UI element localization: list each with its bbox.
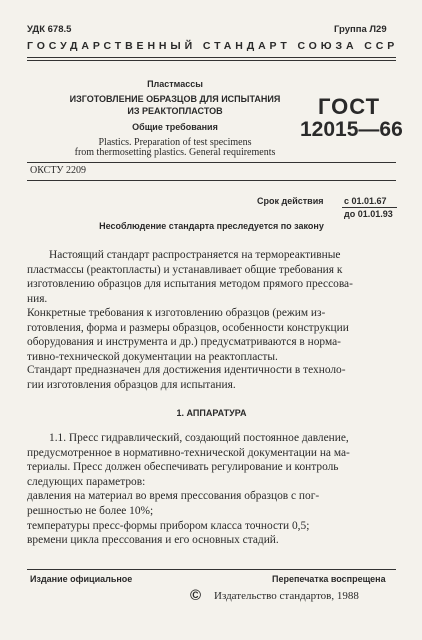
edition-official: Издание официальное	[30, 574, 133, 584]
standard-title-line-1: ИЗГОТОВЛЕНИЕ ОБРАЗЦОВ ДЛЯ ИСПЫТАНИЯ	[69, 94, 281, 104]
paragraph-line: тивно-технической документации на реактопласты.	[27, 350, 278, 363]
paragraph-line: ния.	[27, 292, 48, 305]
validity-label: Срок действия	[257, 196, 324, 206]
udk-code: УДК 678.5	[27, 24, 72, 35]
paragraph-line: решностью не более 10%;	[27, 504, 154, 517]
section-heading-apparatus: 1. АППАРАТУРА	[176, 408, 247, 418]
footer-rule	[27, 569, 396, 570]
paragraph-line: пластмассы (реактопласты) и устанавливает общие требования к	[27, 263, 343, 276]
paragraph-line: гии изготовления образцов для испытания.	[27, 378, 236, 391]
paragraph-purpose	[27, 363, 396, 392]
paragraph-line: Настоящий стандарт распространяется на термореактивные	[49, 249, 341, 261]
paragraph-line: териалы. Пресс должен обеспечивать регулирование и контроль	[27, 461, 339, 474]
paragraph-line: 1.1. Пресс гидравлический, создающий постоянное давление,	[49, 432, 349, 444]
paragraph-line: оборудования и инструмента и др.) предусматриваются в норма-	[27, 336, 341, 349]
paragraph-requirements	[27, 306, 396, 364]
paragraph-line: Конкретные требования к изготовлению образцов (режим из-	[27, 307, 326, 319]
state-standard-heading: ГОСУДАРСТВЕННЫЙ СТАНДАРТ СОЮЗА ССР	[27, 40, 399, 52]
standard-title-line-2: ИЗ РЕАКТОПЛАСТОВ	[127, 106, 223, 116]
header-rule-top	[27, 57, 396, 58]
legal-notice: Несоблюдение стандарта преследуется по закону	[99, 221, 324, 231]
header-rule-bottom	[27, 60, 396, 61]
paragraph-line: давления на материал во время прессования образцов с пог-	[27, 490, 320, 503]
category-title: Пластмассы	[147, 79, 203, 89]
paragraph-line: изготовлению образцов для испытания методом прямого прессова-	[27, 278, 353, 291]
validity-divider	[342, 207, 397, 208]
okstu-rule	[27, 180, 396, 181]
copyright-text: Издательство стандартов, 1988	[214, 590, 359, 602]
paragraph-line: Стандарт предназначен для достижения идентичности в техноло-	[27, 364, 346, 376]
paragraph-line: времени цикла прессования и его основных стадий.	[27, 534, 279, 547]
group-code: Группа Л29	[334, 24, 387, 35]
paragraph-scope	[27, 248, 396, 306]
title-block-rule	[27, 162, 396, 163]
gost-number: 12015—66	[300, 118, 403, 141]
paragraph-line: предусмотренное в нормативно-технической документации на ма-	[27, 446, 350, 459]
english-title-line-1: Plastics. Preparation of test specimens	[98, 137, 252, 148]
paragraph-line: температуры пресс-формы прибором класса точности 0,5;	[27, 519, 310, 532]
okstu-code: ОКСТУ 2209	[30, 165, 87, 176]
english-title-line-2: from thermosetting plastics. General requirements	[74, 147, 276, 158]
validity-to: до 01.01.93	[344, 209, 393, 219]
standard-subtitle: Общие требования	[132, 122, 218, 132]
paragraph-line: следующих параметров:	[27, 475, 146, 488]
validity-from: с 01.01.67	[344, 196, 387, 206]
section-apparatus-text	[27, 431, 396, 548]
paragraph-line: готовления, форма и размеры образцов, особенности конструкции	[27, 321, 349, 334]
gost-label: ГОСТ	[318, 94, 381, 119]
reprint-prohibited: Перепечатка воспрещена	[272, 574, 386, 584]
copyright-symbol: ©	[190, 587, 202, 604]
